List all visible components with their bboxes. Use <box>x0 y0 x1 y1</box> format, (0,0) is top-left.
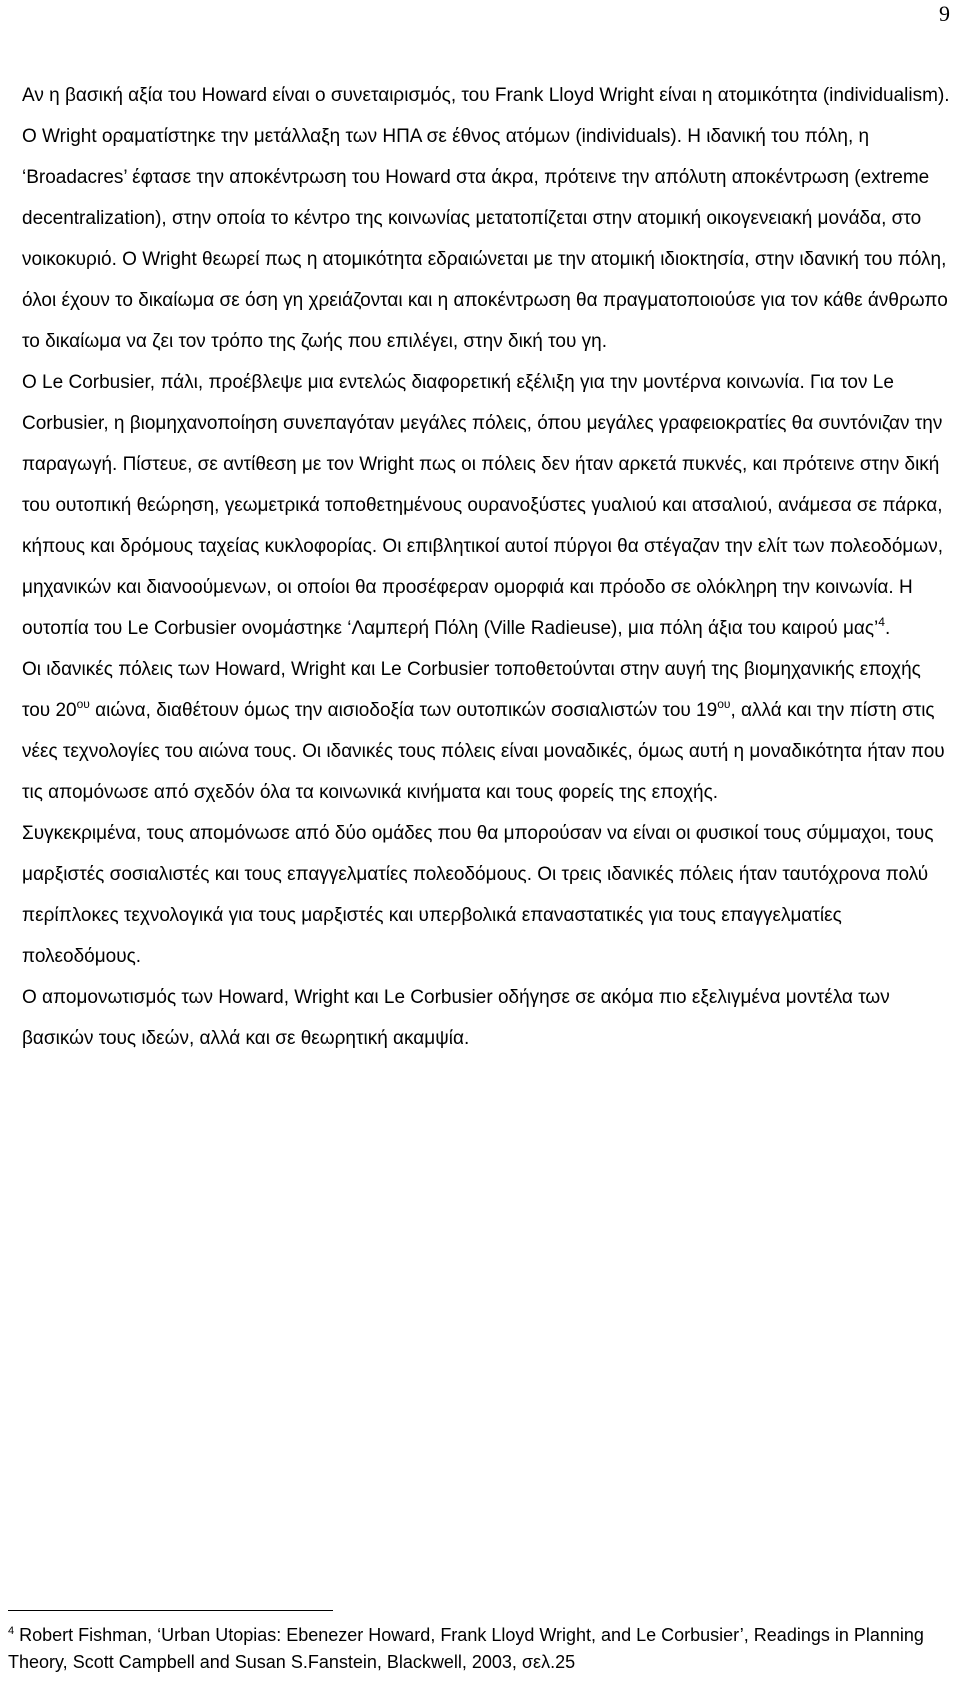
paragraph-text: Ο Le Corbusier, πάλι, προέβλεψε μια εντελώς διαφορετική εξέλιξη για την μοντέρνα κοινωνία. Για τον Le Corbusier, η βιομηχανοποίηση συνεπαγόταν μεγάλες πόλεις, όπου μεγάλες γραφειοκρατίες θα συντόνιζαν την παραγωγή. Πίστευε, σε αντίθεση με τον Wright πως οι πόλεις δεν ήταν αρκετά πυκνές, και πρότεινε στην δική του ουτοπική θεώρηση, γεωμετρικά τοποθετημένους ουρανοξύστες γυαλιού και ατσαλιού, ανάμεσα σε πάρκα, κήπους και δρόμους ταχείας κυκλοφορίας. Οι επιβλητικοί αυτοί πύργοι θα στέγαζαν την ελίτ των πολεοδόμων, μηχανικών και διανοούμενων, οι οποίοι θα προσέφεραν ομορφιά και πρόοδο σε ολόκληρη την κοινωνία. Η ουτοπία του Le Corbusier ονομάστηκε ‘Λαμπερή Πόλη (Ville Radieuse), μια πόλη άξια του καιρού μας’ <box>22 372 943 639</box>
paragraph-segment: , αλλά και την πίστη στις νέες τεχνολογίες του αιώνα τους. Οι ιδανικές τους πόλεις είναι μοναδικές, όμως αυτή η μοναδικότητα ήταν που τις απομόνωσε από σχεδόν όλα τα κοινωνικά κινήματα και τους φορείς της εποχής. <box>22 700 945 803</box>
paragraph-segment: αιώνα, διαθέτουν όμως την αισιοδοξία των ουτοπικών σοσιαλιστών του 19 <box>89 700 718 721</box>
paragraph-isolation-groups: Συγκεκριμένα, τους απομόνωσε από δύο ομάδες που θα μπορούσαν να είναι οι φυσικοί τους σύμμαχοι, τους μαρξιστές σοσιαλιστές και τους επαγγελματίες πολεοδόμους. Οι τρεις ιδανικές πόλεις ήταν ταυτόχρονα πολύ περίπλοκες τεχνολογικά για τους μαρξιστές και υπερβολικά επαναστατικές για τους επαγγελματίες πολεοδόμους. <box>22 823 934 967</box>
paragraph-text-end: . <box>884 618 891 639</box>
ordinal-superscript: ου <box>717 697 731 711</box>
footnote-text: Robert Fishman, ‘Urban Utopias: Ebenezer Howard, Frank Lloyd Wright, and Le Corbusier’, Readings in Planning Theory, Scott Campbell and Susan S.Fanstein, Blackwell, 2003, σελ.25 <box>8 1625 924 1672</box>
body-text <box>8 75 952 1059</box>
paragraph-le-corbusier <box>8 362 952 649</box>
paragraph-howard-wright: Αν η βασική αξία του Howard είναι ο συνεταιρισμός, του Frank Lloyd Wright είναι η ατομικότητα (individualism). Ο Wright οραματίστηκε την μετάλλαξη των ΗΠΑ σε έθνος ατόμων (individuals). Η ιδανική του πόλη, η ‘Broadacres’ έφτασε την αποκέντρωση του Howard στα άκρα, πρότεινε την απόλυτη αποκέντρωση (extreme decentralization), στην οποία το κέντρο της κοινωνίας μετατοπίζεται στην ατομική οικογενειακή μονάδα, στο νοικοκυριό. Ο Wright θεωρεί πως η ατομικότητα εδραιώνεται με την ατομική ιδιοκτησία, στην ιδανική του πόλη, όλοι έχουν το δικαίωμα σε όση γη χρειάζονται και η αποκέντρωση θα πραγματοποιούσε για τον κάθε άνθρωπο το δικαίωμα να ζει τον τρόπο της ζωής που επιλέγει, στην δική του γη. <box>22 85 950 352</box>
footnote-separator <box>8 1610 333 1611</box>
page-number: 9 <box>939 1 950 26</box>
paragraph-isolationism: Ο απομονωτισμός των Howard, Wright και Le Corbusier οδήγησε σε ακόμα πιο εξελιγμένα μοντέλα των βασικών τους ιδεών, αλλά και σε θεωρητική ακαμψία. <box>22 987 890 1049</box>
paragraph-segment: Οι ιδανικές πόλεις των Howard, Wright και Le Corbusier τοποθετούνται στην αυγή της βιομηχανικής εποχής του 20 <box>22 659 921 721</box>
footnote-number: 4 <box>8 1625 15 1637</box>
ordinal-superscript: ου <box>76 697 90 711</box>
footnote-reference: 4 <box>878 615 885 629</box>
paragraph-ideal-cities <box>8 649 952 813</box>
footnote <box>8 1622 952 1676</box>
